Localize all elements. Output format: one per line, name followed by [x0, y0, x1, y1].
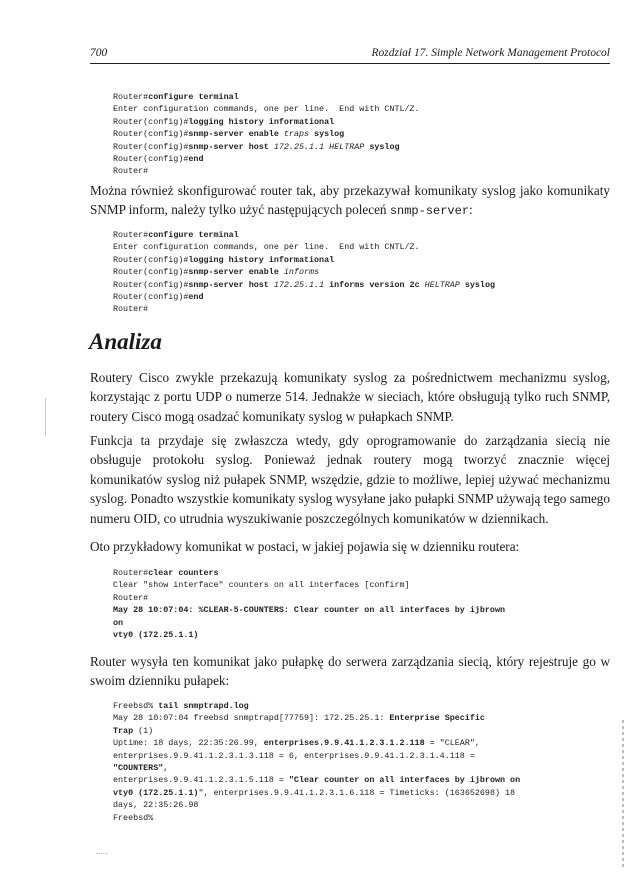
paragraph-trap-intro: Router wysyła ten komunikat jako pułapkę do serwera zarządzania siecią, który rejestruje go w swoim dzienniku pułapek:	[90, 654, 610, 689]
code-segment: 172.25.1.1	[273, 279, 325, 290]
code-line	[113, 165, 420, 177]
code-segment: informs	[283, 267, 320, 278]
code-line	[113, 141, 420, 153]
code-line	[113, 579, 505, 591]
margin-mark	[45, 398, 46, 436]
inline-command: snmp-server	[389, 204, 470, 219]
code-segment: Router(config)#	[113, 267, 189, 278]
code-segment: Trap	[113, 725, 134, 736]
code-segment: Router#	[113, 230, 149, 240]
code-segment: syslog	[364, 141, 400, 152]
code-line	[113, 91, 420, 103]
code-segment: = "CLEAR",	[424, 738, 480, 749]
code-segment: Router#	[113, 92, 149, 102]
code-segment: "COUNTERS"	[113, 762, 164, 773]
footer-mark	[96, 853, 108, 854]
code-line	[113, 750, 520, 762]
code-segment: logging history informational	[188, 254, 335, 265]
code-segment: Uptime: 18 days, 22:35:26.99,	[113, 738, 264, 749]
code-segment: May 28 10:07:04 freebsd snmptrapd[77759]: 172.25.25.1:	[113, 713, 390, 724]
code-segment: Router(config)#	[113, 279, 189, 290]
code-line	[113, 592, 505, 604]
code-segment: Router(config)#	[113, 141, 189, 152]
code-segment: end	[188, 291, 204, 302]
code-line	[113, 567, 505, 579]
code-line	[113, 787, 520, 799]
code-line	[113, 617, 505, 629]
code-line	[113, 712, 520, 724]
code-segment: clear counters	[148, 568, 219, 578]
code-segment: Enterprise Specific	[389, 713, 485, 724]
paragraph-informs	[90, 181, 610, 222]
paragraph-example-intro: Oto przykładowy komunikat w postaci, w jakiej pojawia się w dzienniku routera:	[90, 539, 520, 554]
code-line	[113, 254, 495, 266]
code-segment: informs version 2c	[324, 279, 425, 290]
code-segment: Freebsd%	[113, 812, 154, 823]
code-segment: Freebsd%	[113, 701, 159, 711]
scan-edge-mark	[622, 720, 624, 870]
code-segment: Router#	[113, 166, 149, 177]
code-line	[113, 604, 505, 616]
code-segment: May 28 10:07:04: %CLEAR-5-COUNTERS: Clear counter on all interfaces by ijbrown	[113, 605, 506, 616]
code-line	[113, 128, 420, 140]
code-line	[113, 762, 520, 774]
code-segment: on	[113, 617, 124, 628]
code-segment: vty0 (172.25.1.1)	[113, 629, 199, 640]
code-line	[113, 303, 495, 315]
code-segment: Router#	[113, 304, 149, 315]
code-line	[113, 153, 420, 165]
code-line	[113, 266, 495, 278]
code-block-traps	[113, 91, 420, 178]
code-segment: enterprises.9.9.41.1.2.3.1.5.118 =	[113, 775, 289, 786]
code-segment: ", enterprises.9.9.41.1.2.3.1.6.118 = Timeticks: (163652698) 18	[198, 787, 516, 798]
page-number: 700	[90, 47, 108, 59]
code-segment: configure terminal	[148, 92, 239, 102]
code-segment: configure terminal	[148, 230, 239, 240]
code-segment: 172.25.1.1 HELTRAP	[273, 141, 365, 152]
code-line	[113, 116, 420, 128]
code-line	[113, 241, 495, 253]
code-segment: Router#	[113, 592, 149, 603]
code-segment: end	[188, 153, 204, 164]
code-block-trap-log	[113, 700, 520, 824]
paragraph-text: Można również skonfigurować router tak, aby przekazywał komunikaty syslog jako komunikaty SNMP inform, należy tylko użyć następujących poleceń	[90, 183, 610, 218]
page-header	[90, 47, 610, 63]
code-segment: "Clear counter on all interfaces by ijbrown on	[288, 775, 521, 786]
code-line	[113, 700, 520, 712]
code-segment: snmp-server enable	[188, 267, 284, 278]
code-segment: Clear "show interface" counters on all interfaces [confirm]	[113, 580, 410, 591]
code-line	[113, 229, 495, 241]
code-line	[113, 799, 520, 811]
code-block-router-log	[113, 567, 505, 641]
code-segment: traps	[283, 129, 310, 140]
code-segment: Enter configuration commands, one per line. End with CNTL/Z.	[113, 104, 420, 115]
code-segment: Router#	[113, 568, 149, 578]
code-line	[113, 291, 495, 303]
code-segment: Router(config)#	[113, 153, 189, 164]
code-segment: enterprises.9.9.41.1.2.3.1.3.118 = 6, enterprises.9.9.41.1.2.3.1.4.118 =	[113, 750, 475, 761]
code-segment: snmp-server enable	[188, 129, 284, 140]
code-segment: HELTRAP	[424, 279, 460, 290]
code-line	[113, 774, 520, 786]
code-segment: Router(config)#	[113, 116, 189, 127]
paragraph-text-end: :	[469, 202, 473, 218]
code-segment: syslog	[309, 129, 345, 140]
code-segment: Enter configuration commands, one per line. End with CNTL/Z.	[113, 242, 420, 253]
code-segment: vty0 (172.25.1.1)	[113, 787, 199, 798]
code-segment: Router(config)#	[113, 129, 189, 140]
code-line	[113, 279, 495, 291]
code-line	[113, 629, 505, 641]
code-line	[113, 103, 420, 115]
code-block-informs	[113, 229, 495, 316]
code-segment: snmp-server host	[188, 279, 274, 290]
code-line	[113, 812, 520, 824]
code-segment: days, 22:35:26.98	[113, 800, 199, 811]
header-rule	[90, 63, 610, 64]
section-heading: Analiza	[89, 329, 162, 354]
code-line	[113, 725, 520, 737]
code-segment: logging history informational	[188, 116, 335, 127]
code-segment: Router(config)#	[113, 254, 189, 265]
chapter-title: Rozdział 17. Simple Network Management Protocol	[371, 47, 610, 59]
code-segment: enterprises.9.9.41.1.2.3.1.2.118	[263, 738, 425, 749]
code-segment: ,	[163, 762, 169, 773]
code-segment: (1)	[133, 725, 154, 736]
code-segment: tail snmptrapd.log	[158, 701, 249, 711]
paragraph-analysis-2: Funkcja ta przydaje się zwłaszcza wtedy, gdy oprogramowanie do zarządzania siecią nie obsługuje protokołu syslog. Ponieważ jednak routery mogą tworzyć znacznie więcej komunikatów syslog niż pułapek SNMP, wszędzie, gdzie to możliwe, lepiej używać mechanizmu syslog. Ponadto wszystkie komunikaty syslog wysyłane jako pułapki SNMP używają tego samego numeru OID, co utrudnia wyszukiwanie poszczególnych komunikatów w dziennikach.	[90, 433, 610, 526]
code-segment: snmp-server host	[188, 141, 274, 152]
code-segment: Router(config)#	[113, 291, 189, 302]
code-line	[113, 737, 520, 749]
code-segment: syslog	[459, 279, 496, 290]
paragraph-analysis-1: Routery Cisco zwykle przekazują komunikaty syslog za pośrednictwem mechanizmu syslog, korzystając z portu UDP o numerze 514. Jednakże w sieciach, które obsługują tylko ruch SNMP, routery Cisco mogą osadzać komunikaty syslog w pułapkach SNMP.	[90, 370, 610, 424]
